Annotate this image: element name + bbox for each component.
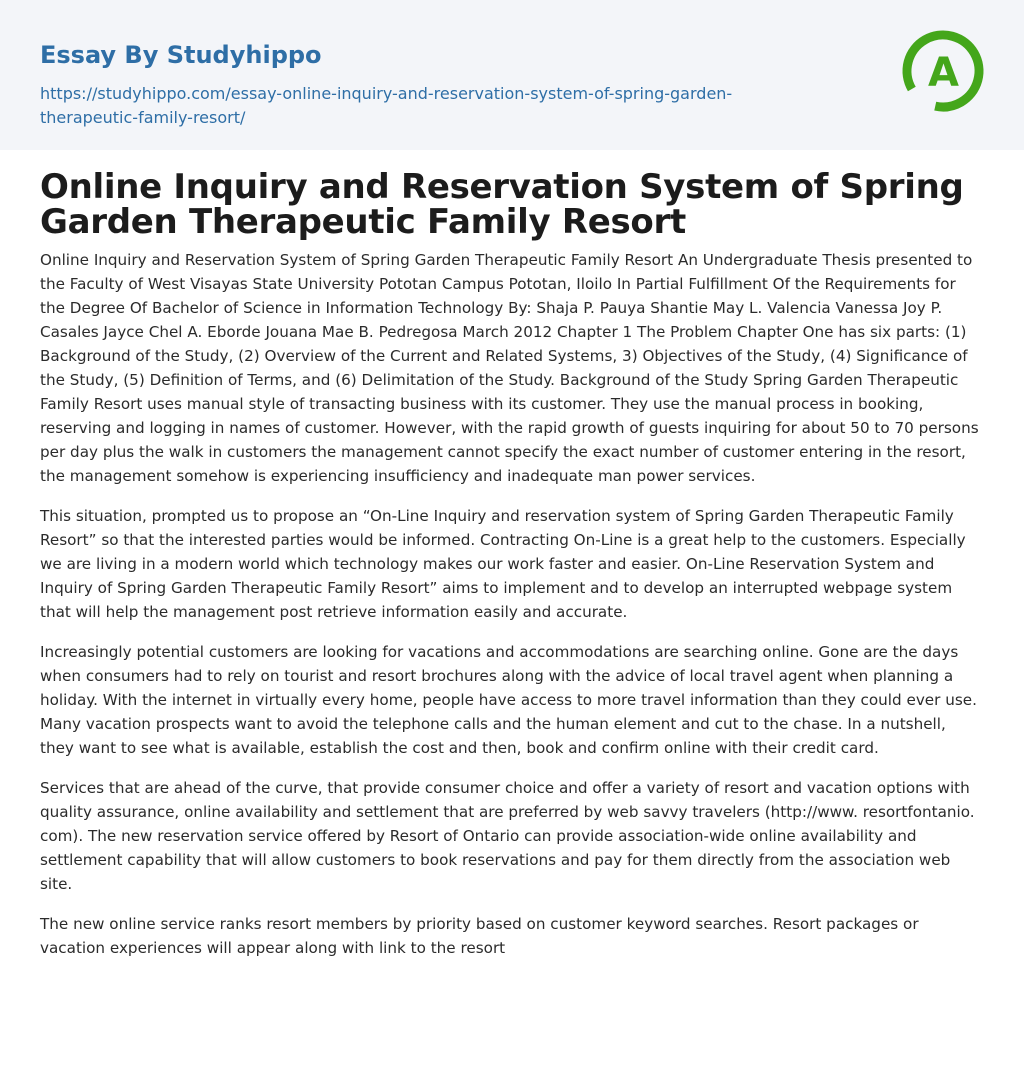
paragraph: Online Inquiry and Reservation System of Spring Garden Therapeutic Family Resort An Undergraduate Thesis presented to the Faculty of West Visayas State University Pototan Campus Pototan, Iloilo In Partial Fulfillment Of the Requirements for the Degree Of Bachelor of Science in Information Technology By: Shaja P. Pauya Shantie May L. Valencia Vanessa Joy P. Casales Jayce Chel A. Eborde Jouana Mae B. Pedregosa March 2012 Chapter 1 The Problem Chapter One has six parts: (1) Background of the Study, (2) Overview of the Current and Related Systems, 3) Objectives of the Study, (4) Significance of the Study, (5) Definition of Terms, and (6) Delimitation of the Study. Background of the Study Spring Garden Therapeutic Family Resort uses manual style of transacting business with its customer. They use the manual process in booking, reserving and logging in names of customer. However, with the rapid growth of guests inquiring for about 50 to 70 persons per day plus the walk in customers the management cannot specify the exact number of customer entering in the resort, the management somehow is experiencing insufficiency and inadequate man power services. — [40, 251, 979, 485]
logo-letter: A — [928, 50, 959, 96]
studyhippo-logo-icon[interactable] — [900, 28, 986, 114]
site-header — [0, 0, 1024, 150]
paragraph: This situation, prompted us to propose an “On-Line Inquiry and reservation system of Spring Garden Therapeutic Family Resort” so that the interested parties would be informed. Contracting On-Line is a great help to the customers. Especially we are living in a modern world which technology makes our work faster and easier. On-Line Reservation System and Inquiry of Spring Garden Therapeutic Family Resort” aims to implement and to develop an interrupted webpage system that will help the management post retrieve information easily and accurate. — [40, 507, 966, 621]
brand-title[interactable]: Essay By Studyhippo — [40, 41, 322, 69]
paragraph: Services that are ahead of the curve, that provide consumer choice and offer a variety of resort and vacation options with quality assurance, online availability and settlement that are preferred by web savvy travelers (http://www. resortfontanio. com). The new reservation service offered by Resort of Ontario can provide association-wide online availability and settlement capability that will allow customers to book reservations and pay for them directly from the association web site. — [40, 779, 975, 893]
source-url-link[interactable]: https://studyhippo.com/essay-online-inquiry-and-reservation-system-of-spring-garden-therapeutic-family-resort/ — [40, 84, 733, 127]
paragraph: The new online service ranks resort members by priority based on customer keyword searches. Resort packages or vacation experiences will appear along with link to the resort — [40, 915, 919, 957]
page-title: Online Inquiry and Reservation System of Spring Garden Therapeutic Family Resort — [40, 167, 964, 242]
article — [0, 150, 1024, 960]
paragraph: Increasingly potential customers are looking for vacations and accommodations are searching online. Gone are the days when consumers had to rely on tourist and resort brochures along with the advice of local travel agent when planning a holiday. With the internet in virtually every home, people have access to more travel information than they could ever use. Many vacation prospects want to avoid the telephone calls and the human element and cut to the chase. In a nutshell, they want to see what is available, establish the cost and then, book and confirm online with their credit card. — [40, 643, 977, 757]
